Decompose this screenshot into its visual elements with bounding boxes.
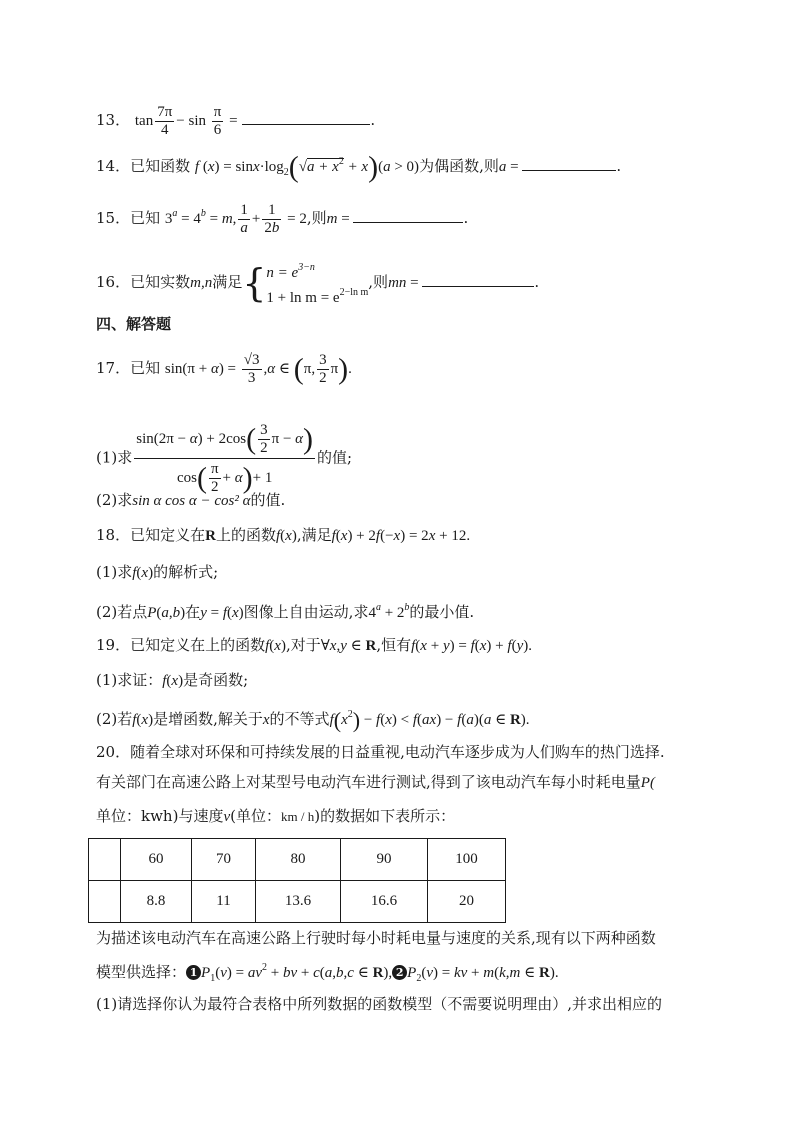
- table-cell: 70: [192, 839, 256, 881]
- q15-number: 15．: [96, 208, 131, 227]
- question-20-line3: 单位：kwh)与速度v(单位：km / h)的数据如下表所示：: [96, 807, 456, 825]
- question-20-line6: (1)请选择你认为最符合表格中所列数据的函数模型（不需要说明理由）,并求出相应的: [96, 995, 663, 1013]
- question-20-line4: 为描述该电动汽车在高速公路上行驶时每小时耗电量与速度的关系,现有以下两种函数: [96, 929, 656, 947]
- question-20-line5: 模型供选择： 1 $P_1(v) = av^2$ + bv + c(a,b,c ∈ R), 2 $P_2(v)$ = kv + m(k,m ∈ R).: [96, 962, 559, 984]
- q20-number: 20．: [96, 743, 131, 761]
- q14-number: 14．: [96, 157, 131, 175]
- question-18: 18．已知定义在R上的函数f(x),满足f(x) + 2f(−x) = 2x + 12.: [96, 526, 471, 544]
- question-15: 15．已知 $3^a = 4^b = m$, $\frac{1}{a}$ + $\frac{1}{2b}$ = 2,则m = .: [96, 202, 469, 236]
- q13-expression: tan $\frac{7\pi}{4}$ − sin $\frac{\pi}{6}$ =: [134, 104, 238, 138]
- q17-big-fraction: sin(2π − α) + 2cos( $\frac{3}{2}$ π − α) cos( $\frac{\pi}{2}$ + α)+ 1: [134, 420, 315, 497]
- q13-answer-blank[interactable]: [242, 110, 370, 125]
- table-cell: 90: [341, 839, 428, 881]
- table-cell: 20: [428, 881, 506, 923]
- q14-function: f $(x) = \sin x\cdot\log_2(√a + x^2 + x)(a > 0)$: [194, 150, 420, 184]
- q18-number: 18．: [96, 526, 131, 544]
- table-cell: 11: [192, 881, 256, 923]
- q16-system: $n = e^{3-n}$ $1 + \ln m = e^{2-ln m}$: [266, 262, 369, 306]
- q15-condition: $3^a = 4^b = m$, $\frac{1}{a}$ + $\frac{1}{2b}$ = 2: [164, 202, 307, 236]
- q19-part1: (1)求证：f(x)是奇函数;: [96, 671, 249, 689]
- table-cell: 8.8: [121, 881, 192, 923]
- q16-answer-blank[interactable]: [422, 272, 534, 287]
- table-cell: 100: [428, 839, 506, 881]
- q17-number: 17．: [96, 358, 131, 377]
- question-14: 14．已知函数 f $(x) = \sin x\cdot\log_2(√a + x^2 + x)(a > 0)$为偶函数,则a = .: [96, 150, 622, 184]
- table-row: [89, 839, 506, 881]
- q18-part1: (1)求f(x)的解析式;: [96, 563, 219, 581]
- q18-part2: (2)若点P(a,b)在y = f(x)图像上自由运动,求$4^a + 2^b$的最小值.: [96, 602, 475, 621]
- q19-number: 19．: [96, 636, 131, 654]
- circled-number-2-icon: 2: [392, 965, 407, 980]
- q13-number: 13．: [96, 110, 131, 129]
- table-row: [89, 881, 506, 923]
- section-title: 四、解答题: [96, 315, 172, 333]
- circled-number-1-icon: 1: [186, 965, 201, 980]
- q17-condition: sin(π + α) = $\frac{√3}{3}$ ,α ∈ (π, $\frac{3}{2}$ π).: [164, 352, 352, 386]
- question-19: 19．已知定义在上的函数f(x),对于∀x,y ∈ R,恒有f(x + y) = f(x) + f(y).: [96, 636, 532, 654]
- q16-number: 16．: [96, 273, 131, 291]
- question-16: 16．已知实数m,n满足{ $n = e^{3-n}$ $1 + \ln m = e^{2-ln m}$ ,则mn = .: [96, 258, 539, 308]
- q19-part2: (2)若f(x)是增函数,解关于x的不等式$f(x^2) - f(x) < f(ax) - f(a)(a$ ∈ R).: [96, 707, 530, 733]
- question-13: 13． tan $\frac{7\pi}{4}$ − sin $\frac{\pi}{6}$ = .: [96, 104, 376, 138]
- question-20-line1: 20．随着全球对环保和可持续发展的日益重视,电动汽车逐步成为人们购车的热门选择.: [96, 743, 665, 761]
- table-cell: [89, 839, 121, 881]
- q16-brace: {: [242, 261, 267, 305]
- q17-part2: (2)求sin α cos α − cos² α的值.: [96, 491, 286, 509]
- q15-answer-blank[interactable]: [353, 208, 463, 223]
- table-cell: 13.6: [256, 881, 341, 923]
- q13-frac-tan: $\frac{7\pi}{4}$: [157, 104, 173, 138]
- table-cell: 16.6: [341, 881, 428, 923]
- q17-part1: (1)求 sin(2π − α) + 2cos( $\frac{3}{2}$ π − α) cos( $\frac{\pi}{2}$ + α)+ 1 的值;: [96, 420, 352, 497]
- question-17: 17．已知 sin(π + α) = $\frac{√3}{3}$ ,α ∈ (π, $\frac{3}{2}$ π).: [96, 352, 352, 386]
- question-20-line2: 有关部门在高速公路上对某型号电动汽车进行测试,得到了该电动汽车每小时耗电量P(: [96, 773, 655, 791]
- table-cell: [89, 881, 121, 923]
- q13-frac-sin: $\frac{\pi}{6}$: [213, 104, 222, 138]
- q14-answer-blank[interactable]: [522, 156, 616, 171]
- data-table: [88, 838, 506, 923]
- table-cell: 60: [121, 839, 192, 881]
- table-cell: 80: [256, 839, 341, 881]
